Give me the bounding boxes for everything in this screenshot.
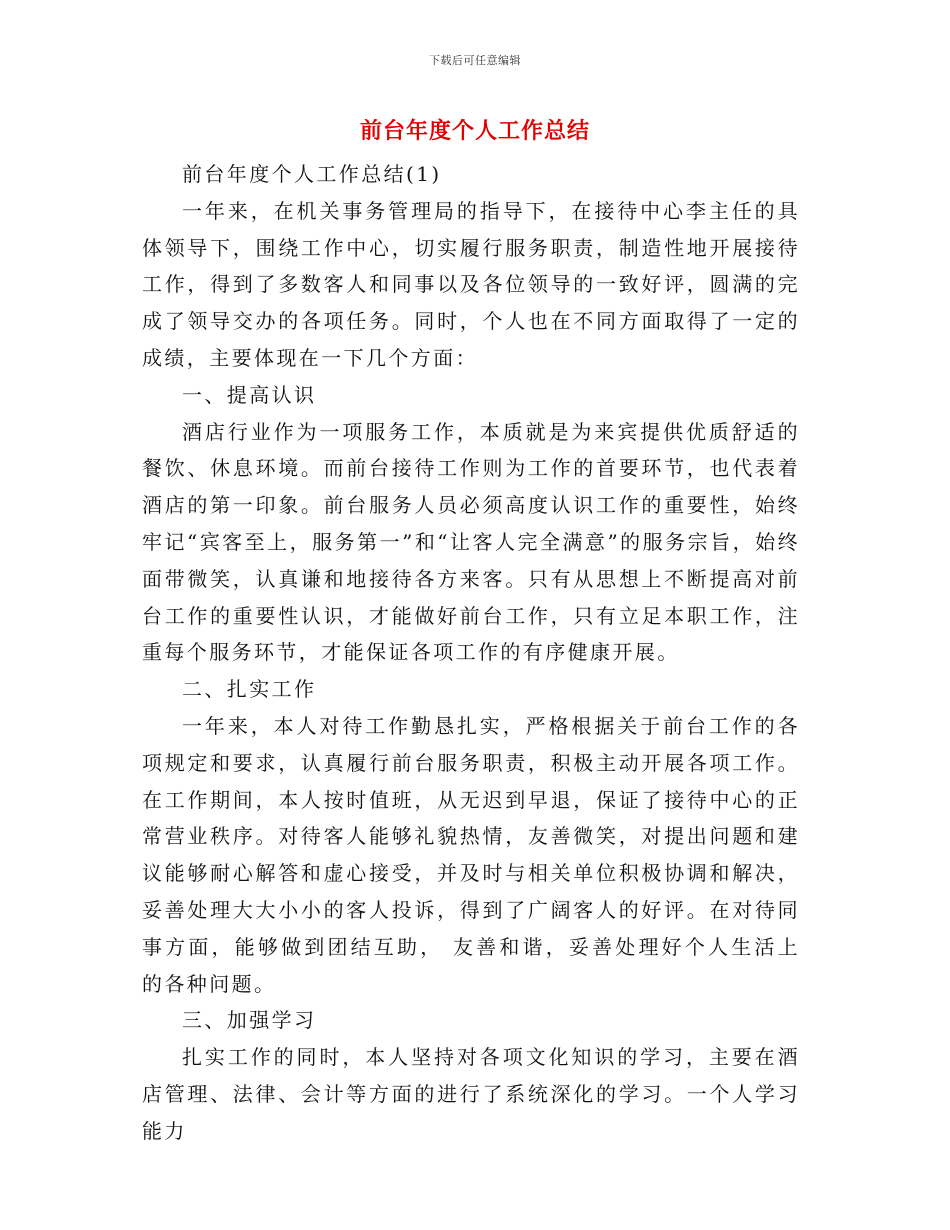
document-body xyxy=(142,156,800,1150)
subtitle-paragraph: 前台年度个人工作总结(1) xyxy=(182,162,442,186)
section-heading-3: 三、加强学习 xyxy=(182,1008,317,1033)
document-title: 前台年度个人工作总结 xyxy=(359,118,590,144)
section-2-paragraph: 一年来，本人对待工作勤恳扎实，严格根据关于前台工作的各项规定和要求，认真履行前台服务职责，积极主动开展各项工作。在工作期间，本人按时值班，从无迟到早退，保证了接待中心的正常营业秩序。对待客人能够礼貌热情，友善微笑，对提出问题和建议能够耐心解答和虚心接受，并及时与相关单位积极协调和解决，妥善处理大大小小的客人投诉，得到了广阔客人的好评。在对待同事方面，能够做到团结互助， 友善和谐，妥善处理好个人生活上的各种问题。 xyxy=(142,713,800,996)
section-heading-1: 一、提高认识 xyxy=(182,382,317,407)
section-3-paragraph: 扎实工作的同时，本人坚持对各项文化知识的学习，主要在酒店管理、法律、会计等方面的进行了系统深化的学习。一个人学习能力 xyxy=(142,1045,800,1143)
section-1-paragraph: 酒店行业作为一项服务工作，本质就是为来宾提供优质舒适的餐饮、休息环境。而前台接待工作则为工作的首要环节，也代表着酒店的第一印象。前台服务人员必须高度认识工作的重要性，始终牢记“宾客至上，服务第一”和“让客人完全满意”的服务宗旨，始终面带微笑，认真谦和地接待各方来客。只有从思想上不断提高对前台工作的重要性认识，才能做好前台工作，只有立足本职工作，注重每个服务环节，才能保证各项工作的有序健康开展。 xyxy=(142,419,800,665)
page-header-note: 下载后可任意编辑 xyxy=(429,54,521,67)
section-heading-2: 二、扎实工作 xyxy=(182,677,317,702)
intro-paragraph: 一年来，在机关事务管理局的指导下，在接待中心李主任的具体领导下，围绕工作中心，切实履行服务职责，制造性地开展接待工作，得到了多数客人和同事以及各位领导的一致好评，圆满的完成了领导交办的各项任务。同时，个人也在不同方面取得了一定的成绩，主要体现在一下几个方面： xyxy=(142,198,800,370)
